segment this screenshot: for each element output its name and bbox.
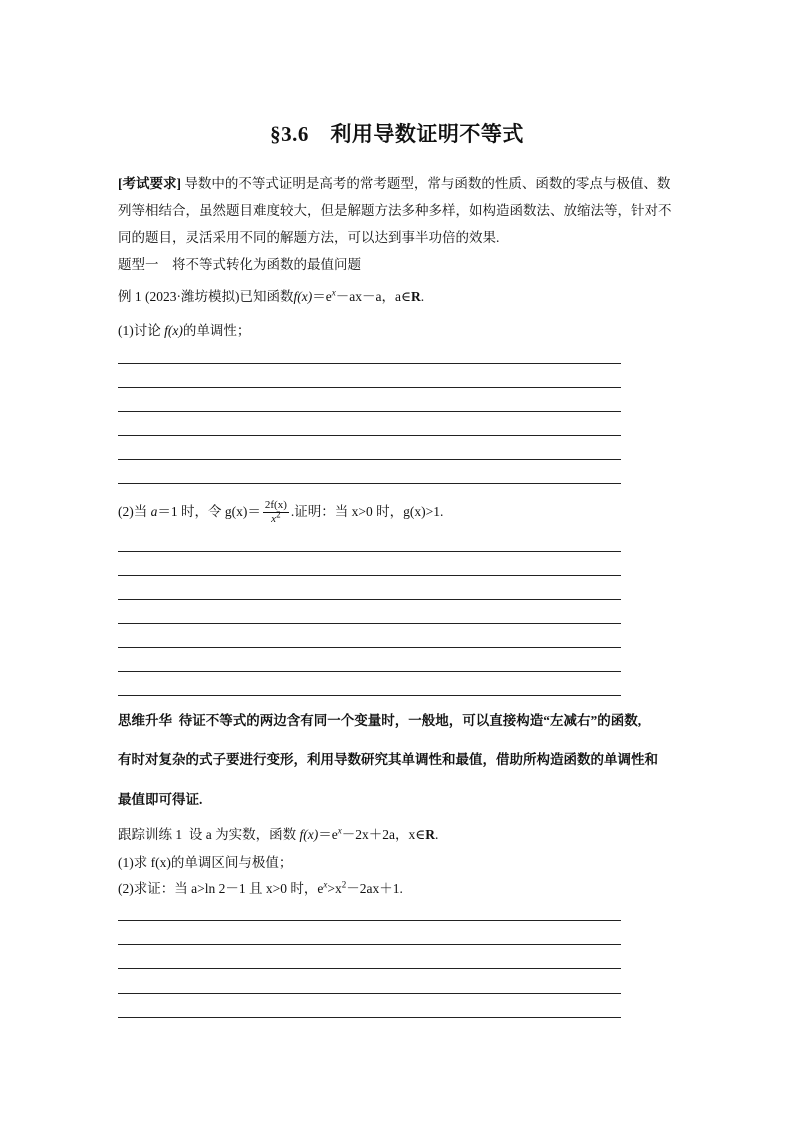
answer-line	[118, 411, 621, 412]
example1-rest: －ax－a，a∈	[335, 289, 411, 304]
answer-line	[118, 363, 621, 364]
training1-rest: －2x＋2a，x∈	[341, 827, 426, 842]
answer-line	[118, 551, 621, 552]
fraction-denominator: $x^2$	[271, 509, 281, 526]
q2-g: g(x)＝	[224, 504, 261, 519]
training1-R: R	[425, 827, 435, 842]
answer-line	[118, 647, 621, 648]
answer-line	[118, 599, 621, 600]
answer-line	[118, 623, 621, 624]
answer-line	[118, 1017, 621, 1018]
training1-fx: f(x)	[299, 827, 319, 842]
answer-line	[118, 671, 621, 672]
example1-source: (2023·潍坊模拟)	[145, 289, 240, 304]
thinking-text-1: 待证不等式的两边含有同一个变量时，一般地，可以直接构造“左减右”的函数,	[178, 713, 642, 728]
example1-question1	[118, 321, 678, 341]
example1-question2	[118, 499, 678, 526]
answer-line	[118, 944, 621, 945]
thinking-line3: 最值即可得证.	[118, 792, 203, 807]
training1-eq: ＝e	[318, 827, 338, 842]
example1-fx: f(x)	[293, 289, 313, 304]
answer-line	[118, 483, 621, 484]
training1-label: 跟踪训练 1	[118, 827, 183, 842]
training1-question2	[118, 879, 678, 899]
thinking-line1	[118, 711, 678, 731]
exam-requirement	[118, 170, 678, 251]
q2-suffix: .证明：当 x>0 时，g(x)>1.	[290, 504, 444, 519]
example1-statement: 例 1 (2023·潍坊模拟)已知函数$f(x)=e^x-ax-a$，a∈R.	[118, 287, 425, 304]
fraction	[263, 499, 289, 526]
training1-exp: x	[337, 825, 342, 836]
answer-line	[118, 968, 621, 969]
example1-label: 例 1	[118, 289, 142, 304]
q2-prefix: (2)当	[118, 504, 151, 519]
q1-fx: f(x)	[164, 323, 183, 338]
section-heading: 题型一 将不等式转化为函数的最值问题	[118, 257, 361, 272]
example1-R: R	[410, 289, 421, 304]
t-q2-prefix: (2)求证：当 a>ln 2－1 且 x>0 时，e	[118, 881, 324, 896]
answer-line	[118, 435, 621, 436]
training1-question1: (1)求 f(x)的单调区间与极值；	[118, 855, 293, 870]
t-q2-mid: >x	[327, 881, 342, 896]
answer-line	[118, 575, 621, 576]
answer-line	[118, 387, 621, 388]
requirement-label: [考试要求]	[118, 176, 181, 191]
answer-line	[118, 459, 621, 460]
q1-prefix: (1)讨论	[118, 323, 165, 338]
page-title: §3.6 利用导数证明不等式	[270, 122, 524, 146]
q2-a: a	[150, 504, 158, 519]
answer-line	[118, 695, 621, 696]
training1-statement: 跟踪训练 1 设 a 为实数，函数 $f(x)=e^x-2x+2a$，x∈R.	[118, 825, 439, 842]
requirement-text: 导数中的不等式证明是高考的常考题型，常与函数的性质、函数的零点与极值、数列等相结合，虽然题目难度较大，但是解题方法多种多样，如构造函数法、放缩法等，针对不同的题目，灵活采用不同的解题方法，可以达到事半功倍的效果.	[118, 176, 672, 245]
example1-eq: ＝e	[312, 289, 332, 304]
q2-cond: ＝1 时，令	[157, 504, 225, 519]
t-q2-suffix: －2ax＋1.	[346, 881, 403, 896]
answer-line	[118, 920, 621, 921]
thinking-label: 思维升华	[118, 713, 172, 728]
t-q2-exp1: x	[323, 879, 328, 890]
example1-intro: 已知函数	[239, 289, 294, 304]
t-q2-exp2: 2	[341, 879, 347, 890]
q1-suffix: 的单调性；	[182, 323, 251, 338]
training1-intro: 设 a 为实数，函数	[188, 827, 300, 842]
example1-exp: x	[331, 287, 336, 298]
thinking-line2: 有时对复杂的式子要进行变形，利用导数研究其单调性和最值，借助所构造函数的单调性和	[118, 752, 658, 767]
fraction-numerator: 2f(x)	[264, 499, 287, 512]
answer-line	[118, 993, 621, 994]
